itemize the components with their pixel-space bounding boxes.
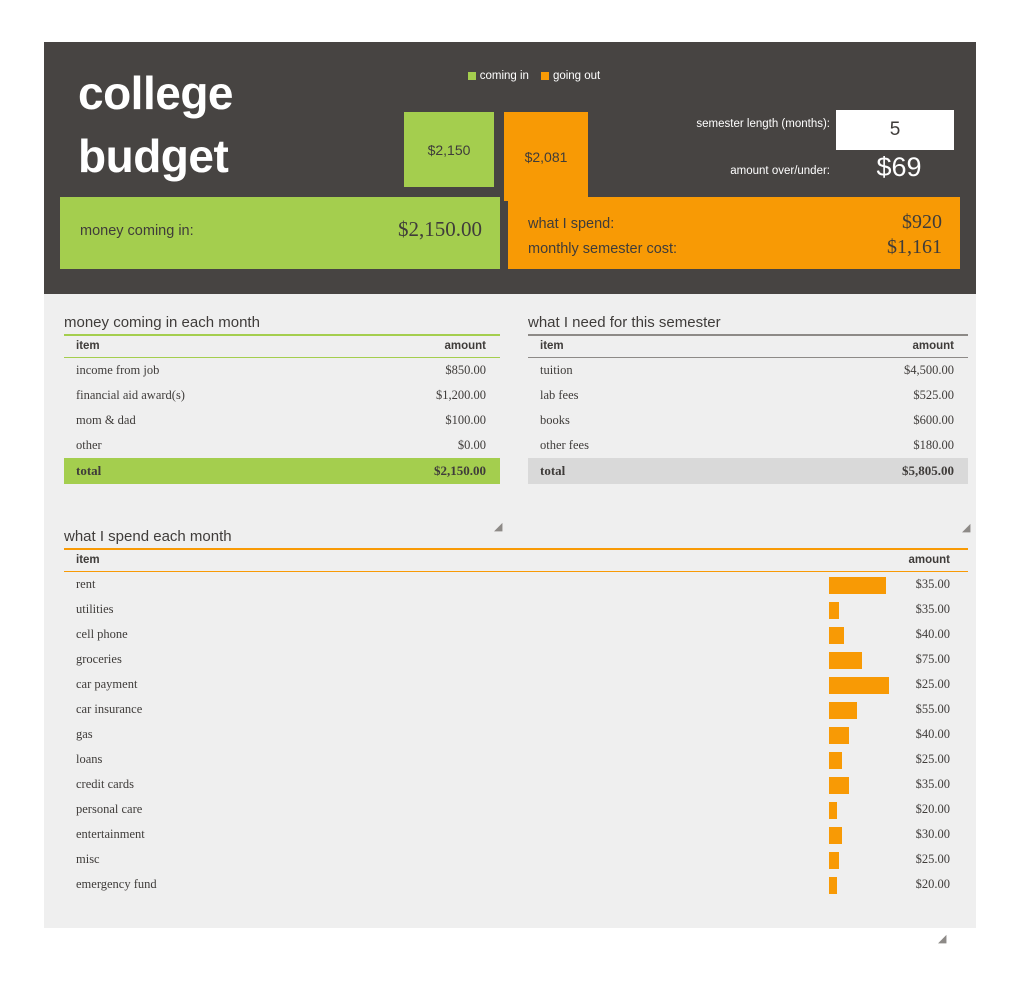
income-item: mom & dad (76, 413, 136, 427)
monthly-semester-cost-row (528, 236, 942, 259)
table-row[interactable] (64, 647, 968, 672)
semester-length-row (604, 110, 954, 150)
table-row[interactable] (64, 622, 968, 647)
table-row[interactable] (528, 358, 968, 384)
spend-amount: $20.00 (915, 877, 950, 891)
spend-item: utilities (76, 602, 114, 616)
spend-bar-track (424, 826, 834, 844)
semester-amount: $525.00 (913, 388, 954, 402)
legend-entry-coming-in (468, 70, 529, 82)
table-header-row (528, 336, 968, 358)
income-item: other (76, 438, 102, 452)
spend-bar-track (424, 601, 834, 619)
semester-table-body (528, 358, 968, 485)
what-i-spend-row (528, 211, 942, 234)
header-panel (44, 42, 976, 294)
spend-bar-cell (424, 822, 834, 847)
table-row[interactable] (64, 572, 968, 598)
semester-total-row (528, 458, 968, 484)
spend-item: personal care (76, 802, 143, 816)
spend-bar (829, 577, 886, 594)
page-title-line2: budget (78, 129, 229, 182)
income-total-amount: $2,150.00 (434, 463, 486, 478)
legend-label-going-out: going out (552, 70, 601, 82)
spend-bar-track (424, 676, 834, 694)
table-row[interactable] (64, 797, 968, 822)
spend-item: credit cards (76, 777, 134, 791)
income-amount: $1,200.00 (436, 388, 486, 402)
spend-col-amount: amount (908, 554, 950, 566)
spend-bar-track (424, 751, 834, 769)
income-amount: $850.00 (445, 363, 486, 377)
income-total-row (64, 458, 500, 484)
semester-col-amount: amount (912, 340, 954, 352)
table-row[interactable] (64, 383, 500, 408)
semester-table-block (528, 314, 971, 534)
spend-bar-cell (424, 697, 834, 722)
spend-item: emergency fund (76, 877, 157, 891)
table-row[interactable] (64, 722, 968, 747)
spend-bar-track (424, 651, 834, 669)
spend-bar-cell (424, 747, 834, 772)
semester-amount: $600.00 (913, 413, 954, 427)
spend-item: loans (76, 752, 103, 766)
semester-amount: $180.00 (913, 438, 954, 452)
spend-bar (829, 627, 844, 644)
spend-bar-track (424, 876, 834, 894)
income-table (64, 336, 500, 484)
spend-bar-cell (424, 622, 834, 647)
spend-bar (829, 652, 862, 669)
spend-bar-cell (424, 872, 834, 897)
semester-item: lab fees (540, 388, 579, 402)
table-row[interactable] (64, 747, 968, 772)
spend-table-block (64, 528, 968, 945)
spend-bar-cell (424, 597, 834, 622)
income-col-item: item (76, 340, 100, 352)
income-amount: $0.00 (457, 438, 486, 452)
budget-sheet (44, 42, 976, 945)
income-table-title: money coming in each month (64, 314, 500, 336)
summary-band-going-out (508, 197, 960, 269)
semester-table-title: what I need for this semester (528, 314, 968, 336)
spend-bar (829, 852, 839, 869)
semester-item: books (540, 413, 570, 427)
spend-amount: $20.00 (915, 802, 950, 816)
income-col-amount: amount (444, 340, 486, 352)
table-row[interactable] (64, 847, 968, 872)
spend-amount: $25.00 (915, 677, 950, 691)
spend-item: car insurance (76, 702, 143, 716)
table-row[interactable] (64, 872, 968, 897)
spend-amount: $55.00 (915, 702, 950, 716)
table-row[interactable] (64, 672, 968, 697)
spend-amount: $35.00 (915, 602, 950, 616)
table-row[interactable] (64, 358, 500, 384)
spend-bar-cell (424, 572, 834, 598)
spend-bar-track (424, 576, 834, 594)
spend-item: groceries (76, 652, 122, 666)
spend-bar (829, 752, 842, 769)
spend-bar (829, 727, 849, 744)
spend-bar-cell (424, 722, 834, 747)
kpi-value-going-out: $2,081 (524, 148, 568, 165)
spend-bar (829, 827, 842, 844)
semester-length-value: 5 (889, 119, 901, 140)
income-total-label: total (76, 463, 102, 478)
spend-item: car payment (76, 677, 138, 691)
spend-bar (829, 802, 837, 819)
over-under-value: $69 (876, 152, 922, 182)
legend-square-icon-coming-in (468, 72, 476, 80)
spend-amount: $40.00 (915, 627, 950, 641)
spend-bar-cell (424, 672, 834, 697)
spend-amount: $40.00 (915, 727, 950, 741)
table-row[interactable] (528, 433, 968, 458)
table-row[interactable] (64, 697, 968, 722)
table-row[interactable] (528, 383, 968, 408)
monthly-semester-cost-value: $1,161 (887, 236, 942, 258)
spend-amount: $30.00 (915, 827, 950, 841)
spend-item: cell phone (76, 627, 128, 641)
table-row[interactable] (64, 597, 968, 622)
income-table-block (64, 314, 503, 533)
spend-col-item: item (76, 554, 100, 566)
income-amount: $100.00 (445, 413, 486, 427)
spend-bar-track (424, 726, 834, 744)
spend-bar (829, 702, 857, 719)
spend-bar (829, 677, 889, 694)
income-item: financial aid award(s) (76, 388, 185, 402)
what-i-spend-value: $920 (902, 211, 942, 233)
legend-square-icon-going-out (541, 72, 549, 80)
spend-item: rent (76, 577, 96, 591)
table-row[interactable] (64, 408, 500, 433)
summary-band-money-coming-in (60, 197, 500, 269)
spend-table-body (64, 572, 968, 898)
money-coming-in-label: money coming in: (80, 223, 194, 239)
semester-amount: $4,500.00 (904, 363, 954, 377)
money-coming-in-value: $2,150.00 (398, 217, 482, 241)
spend-bar-track (424, 701, 834, 719)
spend-bar-track (424, 626, 834, 644)
kpi-value-coming-in: $2,150 (427, 141, 471, 158)
spend-item: entertainment (76, 827, 145, 841)
spend-bar-cell (424, 847, 834, 872)
spend-amount: $35.00 (915, 777, 950, 791)
spend-bar-track (424, 776, 834, 794)
monthly-semester-cost-label: monthly semester cost: (528, 241, 678, 257)
spend-bar-cell (424, 797, 834, 822)
spend-resize-handle-icon[interactable]: ◢ (938, 933, 947, 945)
kpi-bar-going-out (504, 112, 588, 201)
semester-resize-handle-icon[interactable]: ◢ (962, 522, 971, 534)
spend-amount: $35.00 (915, 577, 950, 591)
semester-item: tuition (540, 363, 573, 377)
table-row[interactable] (528, 408, 968, 433)
table-header-row (64, 550, 968, 572)
table-row[interactable] (64, 772, 968, 797)
spend-table-title: what I spend each month (64, 528, 968, 550)
page-title (78, 62, 408, 187)
spend-amount: $25.00 (915, 752, 950, 766)
spend-col-chart (424, 550, 834, 572)
legend-label-coming-in: coming in (479, 70, 529, 82)
table-header-row (64, 336, 500, 358)
spend-bar-cell (424, 772, 834, 797)
page-title-line1: college (78, 67, 234, 119)
spend-amount: $75.00 (915, 652, 950, 666)
semester-length-label: semester length (months): (696, 118, 830, 130)
spend-bar (829, 602, 839, 619)
spend-bar-track (424, 801, 834, 819)
spend-item: gas (76, 727, 93, 741)
spend-item: misc (76, 852, 100, 866)
semester-item: other fees (540, 438, 589, 452)
table-row[interactable] (64, 433, 500, 458)
chart-legend (424, 70, 644, 82)
over-under-label: amount over/under: (730, 165, 830, 177)
spend-table (64, 550, 968, 897)
spend-amount: $25.00 (915, 852, 950, 866)
semester-length-input[interactable] (836, 110, 954, 150)
semester-col-item: item (540, 340, 564, 352)
kpi-bar-coming-in (404, 112, 494, 187)
semester-total-amount: $5,805.00 (902, 463, 954, 478)
semester-table (528, 336, 968, 484)
semester-total-label: total (540, 463, 566, 478)
income-item: income from job (76, 363, 160, 377)
legend-entry-going-out (541, 70, 600, 82)
spend-bar-cell (424, 647, 834, 672)
income-resize-handle-icon[interactable]: ◢ (494, 521, 503, 533)
table-row[interactable] (64, 822, 968, 847)
income-table-body (64, 358, 500, 485)
spend-bar (829, 877, 837, 894)
what-i-spend-label: what I spend: (528, 216, 615, 232)
spend-bar (829, 777, 849, 794)
spend-bar-track (424, 851, 834, 869)
